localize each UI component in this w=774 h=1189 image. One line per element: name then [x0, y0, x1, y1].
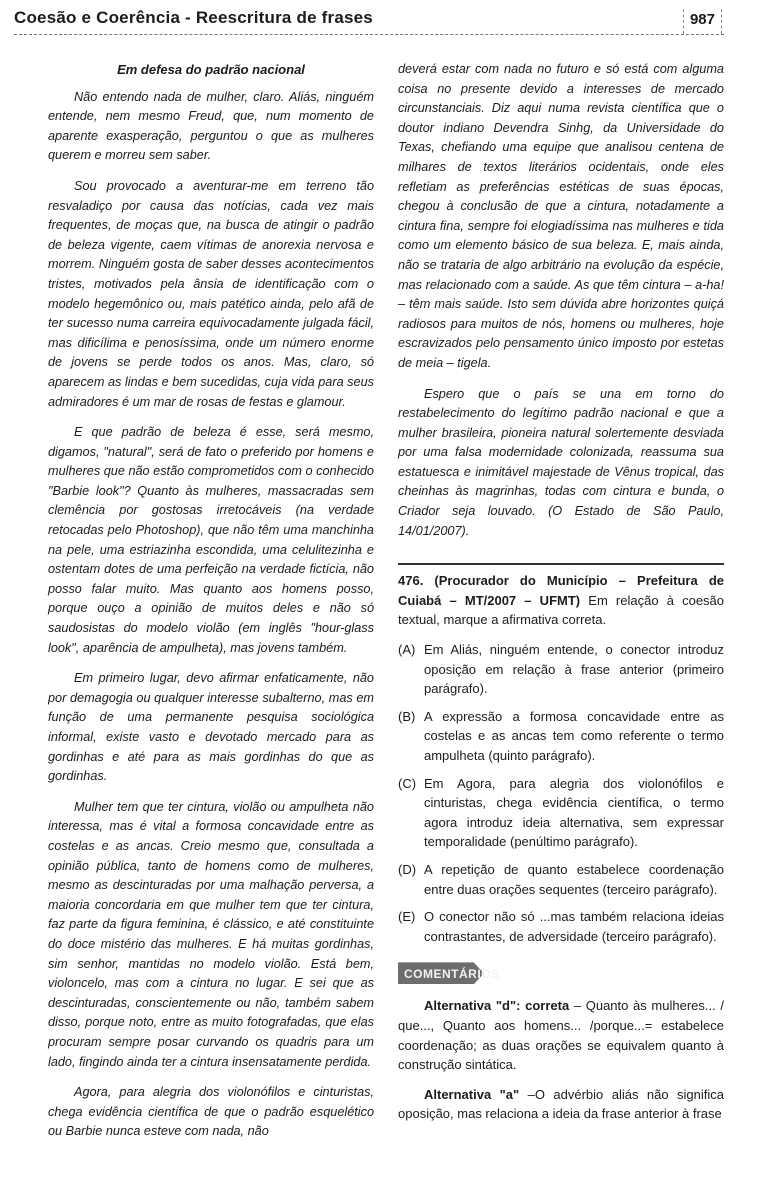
option-c — [398, 774, 724, 852]
left-column — [48, 60, 374, 1153]
option-letter: (E) — [398, 909, 416, 925]
option-letter: (C) — [398, 775, 417, 791]
option-b — [398, 707, 724, 766]
answer-comment-d — [398, 996, 724, 1074]
paragraph-2: Sou provocado a aventurar-me em terreno tão resvaladiço por causa das notícias, cada vez mais frequentes, de moças que, na busca de atingir o padrão de beleza vigente, caem vítimas de anorexia nervosa e morrem. Ninguém gosta de saber desses acontecimentos tristes, motivados pela ânsia de identificação com o modelo hegemônico ou, mais patético ainda, pelo afã de ter sucesso numa carreira equivocadamente julgada fácil, mas dificílima e penosíssima, onde um número enorme de jovens se perde todos os anos. Mas, claro, só aparecem as lindas e bem sucedidas, cuja vida para seus admiradores é um mar de rosas de festas e glamour. — [48, 178, 374, 409]
answer-comment-a — [398, 1085, 724, 1124]
option-text: A expressão a formosa concavidade entre as costelas e as ancas tem como referente o termo ampulheta (quinto parágrafo). — [424, 708, 724, 763]
answer-body: –O advérbio aliás não significa oposição, mas relaciona a ideia da frase anterior à frase — [398, 1086, 724, 1122]
answer-body: – Quanto às mulheres... / que..., Quanto aos homens... /porque...= estabelece coordenação; as duas orações se equivalem quanto à construção sintática. — [398, 998, 724, 1073]
right-column — [398, 60, 724, 1134]
page-header — [14, 8, 724, 35]
running-title: Coesão e Coerência - Reescritura de frases — [14, 8, 373, 27]
paragraph-6-continued: deverá estar com nada no futuro e só está com alguma coisa no presente devido a interesses de mercado circunstanciais. Diz aqui numa revista científica que o doutor indiano Devendra Sinhg, da Universidade do Texas, chefiando uma equipe que analisou centena de milhares de textos literários ocidentais, onde eles refletiam as preferências estéticas de suas épocas, chegou à conclusão de que a cintura, notadamente a cintura fina, sempre foi elogiadíssima nas mulheres e tida como um elemento básico de sua beleza. E, mais ainda, não se trataria de algo arbitrário na evolução da espécie, mas relacionado com a saúde. As que têm cintura – a-ha! – têm mais saúde. Isto sem dúvida abre horizontes quiçá radiosos para muitos de nós, homens ou mulheres, hoje escravizados pelo pensamento único imposto por estetas de meia – tigela. — [398, 62, 724, 370]
comments-banner-label: COMENTÁRIOS — [404, 967, 500, 982]
option-letter: (D) — [398, 861, 417, 877]
paragraph-4: Em primeiro lugar, devo afirmar enfaticamente, não por demagogia ou qualquer interesse subalterno, mas em função de uma permanente pesquisa sociológica informal, existe vasto e devotado mercado para as gordinhas e até para as mais gordinhas do que as gordinhas. — [48, 671, 374, 784]
paragraph-3: E que padrão de beleza é esse, será mesmo, digamos, "natural", será de fato o preferido por homens e mulheres que não estão comprometidos com o conhecido "Barbie look"? Quanto às mulheres, massacradas sem clemência por gostosas irretocáveis (na verdade retocadas pelo Photoshop), que não têm uma manchinha na pele, uma estriazinha escondida, uma celulitezinha e ostentam dotes de uma perfeição na verdade fictícia, não posso falar muito. Mas quanto aos homens posso, porque ouço a opinião de muitos deles e não só saudosistas do modelo violão (em inglês "hour-glass look", aparência de ampulheta), mas jovens também. — [48, 425, 374, 655]
option-a — [398, 640, 724, 699]
comments-banner — [398, 962, 500, 984]
question-prompt: Em relação à coesão textual, marque a afirmativa correta. — [398, 592, 725, 628]
option-letter: (B) — [398, 708, 416, 724]
question-stem — [398, 571, 724, 630]
page-number: 987 — [683, 9, 722, 34]
article-title: Em defesa do padrão nacional — [117, 62, 305, 77]
option-text: A repetição de quanto estabelece coordenação entre duas orações sequentes (terceiro parágrafo). — [424, 861, 724, 897]
paragraph-5: Mulher tem que ter cintura, violão ou ampulheta não interessa, mas é vital a formosa concavidade entre as costelas e as ancas. Creio mesmo que, consultada a opinião pública, tanto de homens como de mulheres, mesmo as descinturadas por uma malhação perversa, a maioria concordaria em que mulher tem que ter cintura, faz parte da figura feminina, é clássico, e até constituinte do doce mistério das mulheres. E há muitas gordinhas, sim senhor, mantidas no modelo violão. Está bem, violoncelo, mas com a cintura no lugar. E sei que as descinturadas, conscientemente ou não, também sabem disso, porque noto, entre as muito fotografadas, que elas procuram sempre posar curvando os quadris para um lado, fingindo ainda ter a cintura insensatamente perdida. — [48, 799, 374, 1069]
option-e — [398, 907, 724, 946]
question-source: (Procurador do Município – Prefeitura de Cuiabá – MT/2007 – UFMT) — [398, 573, 724, 608]
paragraph-6: Agora, para alegria dos violonófilos e cinturistas, chega evidência científica de que o padrão esquelético ou Barbie nunca esteve com nada, não — [48, 1085, 374, 1139]
option-d — [398, 860, 724, 899]
option-text: O conector não só ...mas também relaciona ideias contrastantes, de adversidade (terceiro parágrafo). — [424, 909, 724, 944]
question-number: 476. — [398, 573, 424, 589]
paragraph-7: Espero que o país se una em torno do restabelecimento do legítimo padrão nacional e que a mulher brasileira, pioneira natural solertemente desviada por uma falsa modernidade colonizada, reassuma sua estatuesca e inimitável majestade de Vênus tropical, das cheinhas às magrinhas, todas com cintura e bunda, o Criador seja louvado. (O Estado de São Paulo, 14/01/2007). — [398, 386, 724, 538]
option-letter: (A) — [398, 642, 416, 658]
option-text: Em Aliás, ninguém entende, o conector introduz oposição em relação à frase anterior (primeiro parágrafo). — [424, 642, 724, 697]
paragraph-1: Não entendo nada de mulher, claro. Aliás, ninguém entende, nem mesmo Freud, que, num momento de aparente exasperação, perguntou o que as mulheres querem e morreu sem saber. — [48, 89, 374, 163]
answer-head: Alternativa "a" — [424, 1086, 520, 1102]
answer-head: Alternativa "d": correta — [424, 998, 570, 1014]
question-block — [398, 563, 724, 946]
option-text: Em Agora, para alegria dos violonófilos e cinturistas, chega evidência científica, o termo agora introduz ideia alternativa, sem expressar temporalidade (penúltimo parágrafo). — [424, 775, 724, 850]
